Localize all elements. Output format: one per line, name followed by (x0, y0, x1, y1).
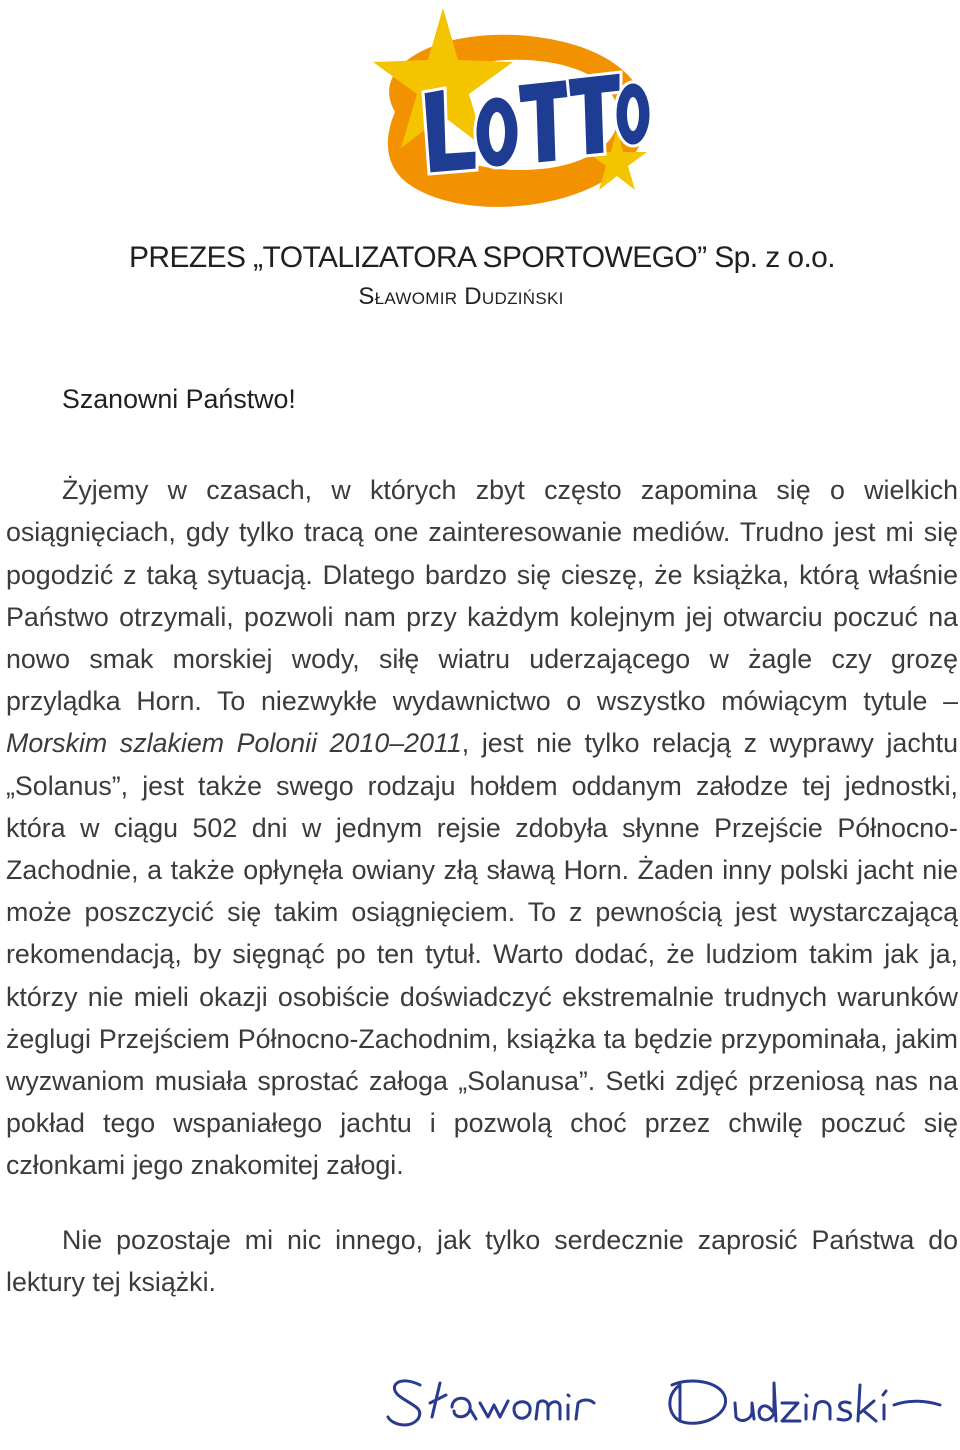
paragraph-2: Nie pozostaje mi nic innego, jak tylko serdecznie zaprosić Państwa do lektury tej książki. (6, 1224, 958, 1297)
header-title: PREZES „TOTALIZATORA SPORTOWEGO” Sp. z o.o. (128, 241, 836, 274)
salutation: Szanowni Państwo! (62, 384, 296, 414)
paragraph-1-part-2: , jest nie tylko relacją z wyprawy jachtu „Solanus”, jest także swego rodzaju hołdem oddanym załodze tej jednostki, która w ciągu 502 dni w jednym rejsie zdobyła słynne Przejście Północno-Zachodnie, a także opłynęła owiany złą sławą Horn. Żaden inny polski jacht nie może poszczycić się takim osiągnięciem. To z pewnością jest wystarczającą rekomendacją, by sięgnąć po ten tytuł. Warto dodać, że ludziom takim jak ja, którzy nie mieli okazji osobiście doświadczyć ekstremalnie trudnych warunków żeglugi Przejściem Północno-Zachodnim, książka ta będzie przypominała, jakim wyzwaniom musiała sprostać załoga „Solanusa”. Setki zdjęć przeniosą nas na pokład tego wspaniałego jachtu i pozwolą choć przez chwilę poczuć się członkami jego znakomitej załogi. (6, 728, 958, 1181)
lotto-logo-graphic (325, 0, 675, 228)
lotto-logo (325, 0, 675, 228)
signature-graphic (380, 1355, 950, 1445)
header-author-name: Sławomir Dudziński (358, 283, 564, 310)
paragraph-1-part-1: Żyjemy w czasach, w których zbyt często zapomina się o wielkich osiągnięciach, gdy tylko tracą one zainteresowanie mediów. Trudno jest mi się pogodzić z taką sytuacją. Dlatego bardzo się cieszę, że książka, którą właśnie Państwo otrzymali, pozwoli nam przy każdym kolejnym jej otwarciu poczuć na nowo smak morskiej wody, siłę wiatru uderzającego w żagle czy grozę przylądka Horn. To niezwykłe wydawnictwo o wszystko mówiącym tytule – (6, 475, 958, 717)
letter-header (0, 238, 960, 314)
handwritten-signature (380, 1355, 950, 1445)
book-title: Morskim szlakiem Polonii 2010–2011 (6, 728, 462, 759)
paragraph-1 (6, 469, 958, 1186)
letter-body (6, 378, 958, 1303)
